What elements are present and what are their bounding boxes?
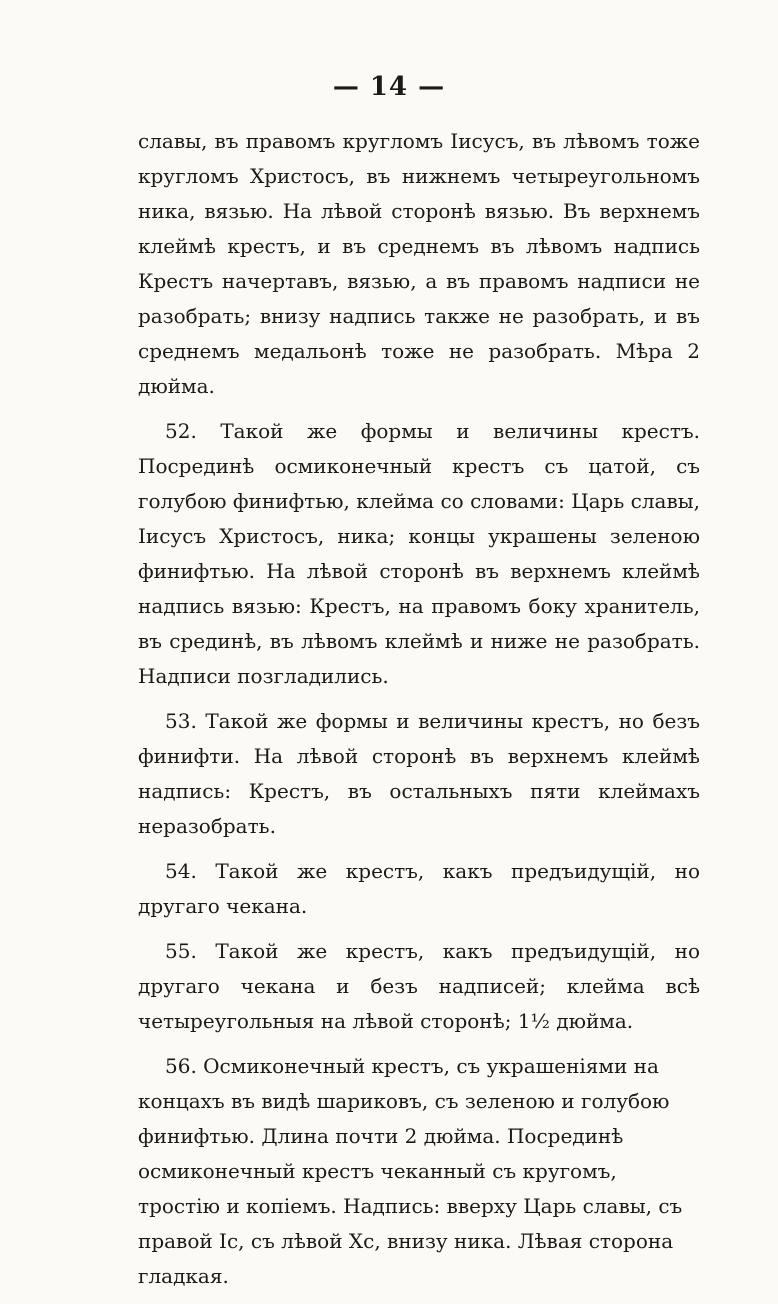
paragraph-52: 52. Такой же формы и величины крестъ. Посрединѣ осмиконечный крестъ съ цатой, съ голубою финифтью, клейма со словами: Царь славы, Іисусъ Христосъ, ника; концы украшены зеленою финифтью. На лѣвой сторонѣ въ верхнемъ клеймѣ надпись вязью: Крестъ, на правомъ боку хранитель, въ срединѣ, въ лѣвомъ клеймѣ и ниже не разобрать. Надписи позгладились. xyxy=(138,419,700,688)
paragraph-continued: славы, въ правомъ кругломъ Іисусъ, въ лѣвомъ тоже кругломъ Христосъ, въ нижнемъ четыреугольномъ ника, вязью. На лѣвой сторонѣ вязью. Въ верхнемъ клеймѣ крестъ, и въ среднемъ въ лѣвомъ надпись Крестъ начертавъ, вязью, а въ правомъ надписи не разобрать; внизу надпись также не разобрать, и въ среднемъ медальонѣ тоже не разобрать. Мѣра 2 дюйма. xyxy=(138,129,700,398)
body-text xyxy=(138,124,700,1304)
page-number: — 14 — xyxy=(332,72,446,102)
paragraph-53: 53. Такой же формы и величины крестъ, но безъ финифти. На лѣвой сторонѣ въ верхнемъ клеймѣ надпись: Крестъ, въ остальныхъ пяти клеймахъ неразобрать. xyxy=(138,709,700,838)
paragraph-54: 54. Такой же крестъ, какъ предъидущій, но другаго чекана. xyxy=(138,859,700,918)
paragraph-55: 55. Такой же крестъ, какъ предъидущій, но другаго чекана и безъ надписей; клейма всѣ четыреугольныя на лѣвой сторонѣ; 1½ дюйма. xyxy=(138,939,700,1033)
paragraph-56: 56. Осмиконечный крестъ, съ украшеніями на концахъ въ видѣ шариковъ, съ зеленою и голубою финифтью. Длина почти 2 дюйма. Посрединѣ осмиконечный крестъ чеканный съ кругомъ, тростію и копіемъ. Надпись: вверху Царь славы, съ правой Іс, съ лѣвой Хс, внизу ника. Лѣвая сторона гладкая. xyxy=(138,1054,683,1288)
